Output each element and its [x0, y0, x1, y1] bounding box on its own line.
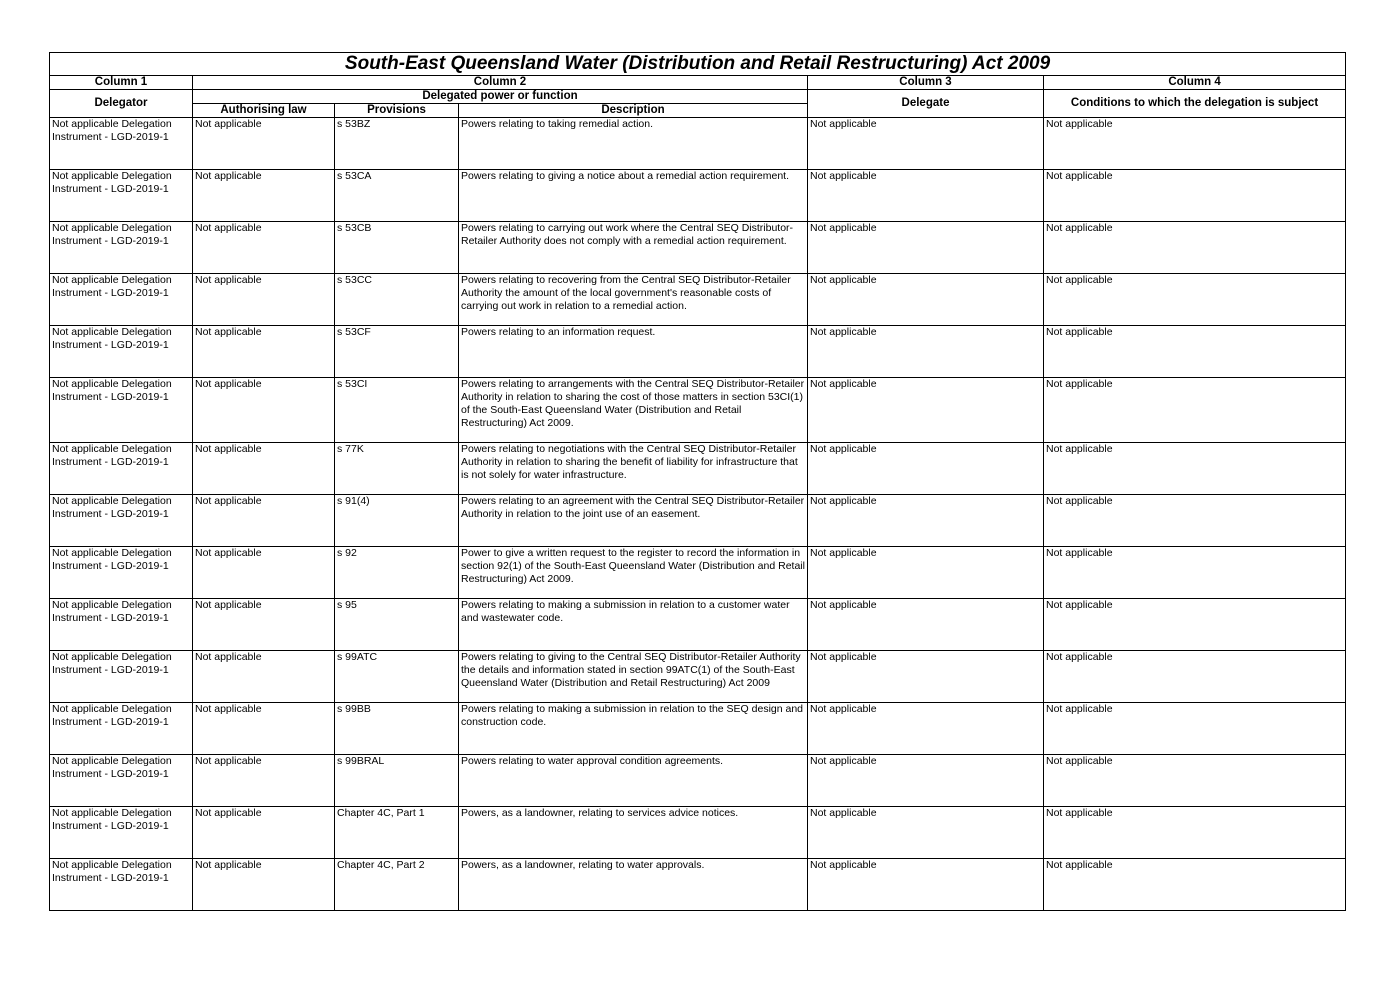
conditions-cell: Not applicable: [1044, 222, 1346, 274]
delegator-cell: Not applicable Delegation Instrument - LGD-2019-1: [50, 703, 193, 755]
table-row: [50, 755, 1346, 807]
provision-cell: s 77K: [335, 443, 459, 495]
authorising-law-cell: Not applicable: [193, 547, 335, 599]
description-cell: Powers relating to an information request.: [459, 326, 808, 378]
description-cell: Powers relating to recovering from the Central SEQ Distributor-Retailer Authority the amount of the local government's reasonable costs of carrying out work in relation to a remedial action.: [459, 274, 808, 326]
authorising-law-cell: Not applicable: [193, 118, 335, 170]
description-header: Description: [459, 104, 808, 118]
description-cell: Powers relating to making a submission in relation to a customer water and wastewater code.: [459, 599, 808, 651]
delegator-cell: Not applicable Delegation Instrument - LGD-2019-1: [50, 378, 193, 443]
table-body: [50, 118, 1346, 911]
conditions-cell: Not applicable: [1044, 118, 1346, 170]
table-row: [50, 378, 1346, 443]
authorising-law-cell: Not applicable: [193, 443, 335, 495]
delegator-cell: Not applicable Delegation Instrument - LGD-2019-1: [50, 495, 193, 547]
authorising-law-cell: Not applicable: [193, 274, 335, 326]
authorising-law-cell: Not applicable: [193, 807, 335, 859]
authorising-law-cell: Not applicable: [193, 495, 335, 547]
delegate-cell: Not applicable: [808, 378, 1044, 443]
delegate-cell: Not applicable: [808, 599, 1044, 651]
description-cell: Powers, as a landowner, relating to water approvals.: [459, 859, 808, 911]
delegate-cell: Not applicable: [808, 274, 1044, 326]
provision-cell: s 53CA: [335, 170, 459, 222]
description-cell: Powers relating to carrying out work where the Central SEQ Distributor-Retailer Authority does not comply with a remedial action requirement.: [459, 222, 808, 274]
description-cell: Powers relating to giving a notice about a remedial action requirement.: [459, 170, 808, 222]
delegator-cell: Not applicable Delegation Instrument - LGD-2019-1: [50, 222, 193, 274]
provision-cell: s 53CI: [335, 378, 459, 443]
authorising-law-cell: Not applicable: [193, 170, 335, 222]
authorising-law-header: Authorising law: [193, 104, 335, 118]
delegator-cell: Not applicable Delegation Instrument - LGD-2019-1: [50, 651, 193, 703]
delegator-cell: Not applicable Delegation Instrument - LGD-2019-1: [50, 274, 193, 326]
provision-cell: Chapter 4C, Part 1: [335, 807, 459, 859]
delegator-cell: Not applicable Delegation Instrument - LGD-2019-1: [50, 859, 193, 911]
provision-cell: s 53CF: [335, 326, 459, 378]
delegator-cell: Not applicable Delegation Instrument - LGD-2019-1: [50, 118, 193, 170]
table-row: [50, 703, 1346, 755]
conditions-cell: Not applicable: [1044, 859, 1346, 911]
delegate-cell: Not applicable: [808, 807, 1044, 859]
delegate-cell: Not applicable: [808, 703, 1044, 755]
provision-cell: s 91(4): [335, 495, 459, 547]
authorising-law-cell: Not applicable: [193, 651, 335, 703]
description-cell: Powers relating to making a submission in relation to the SEQ design and construction code.: [459, 703, 808, 755]
provision-cell: s 99ATC: [335, 651, 459, 703]
delegate-cell: Not applicable: [808, 170, 1044, 222]
conditions-cell: Not applicable: [1044, 326, 1346, 378]
delegate-cell: Not applicable: [808, 547, 1044, 599]
delegator-cell: Not applicable Delegation Instrument - LGD-2019-1: [50, 755, 193, 807]
authorising-law-cell: Not applicable: [193, 222, 335, 274]
description-cell: Powers relating to water approval condition agreements.: [459, 755, 808, 807]
table-row: [50, 807, 1346, 859]
authorising-law-cell: Not applicable: [193, 378, 335, 443]
delegated-power-header: Delegated power or function: [193, 90, 808, 104]
conditions-cell: Not applicable: [1044, 651, 1346, 703]
authorising-law-cell: Not applicable: [193, 703, 335, 755]
conditions-cell: Not applicable: [1044, 547, 1346, 599]
column-3-label: Column 3: [808, 76, 1044, 90]
provision-cell: s 92: [335, 547, 459, 599]
provision-cell: Chapter 4C, Part 2: [335, 859, 459, 911]
delegation-table: [49, 52, 1346, 911]
delegator-header: Delegator: [50, 90, 193, 118]
table-row: [50, 274, 1346, 326]
delegator-cell: Not applicable Delegation Instrument - LGD-2019-1: [50, 599, 193, 651]
authorising-law-cell: Not applicable: [193, 755, 335, 807]
conditions-cell: Not applicable: [1044, 170, 1346, 222]
table-row: [50, 170, 1346, 222]
column-1-label: Column 1: [50, 76, 193, 90]
table-row: [50, 326, 1346, 378]
table-row: [50, 547, 1346, 599]
delegate-cell: Not applicable: [808, 118, 1044, 170]
description-cell: Powers relating to giving to the Central SEQ Distributor-Retailer Authority the details and information stated in section 99ATC(1) of the South-East Queensland Water (Distribution and Retail Restructuring) Act 2009: [459, 651, 808, 703]
description-cell: Powers, as a landowner, relating to services advice notices.: [459, 807, 808, 859]
column-2-label: Column 2: [193, 76, 808, 90]
conditions-cell: Not applicable: [1044, 274, 1346, 326]
table-row: [50, 118, 1346, 170]
description-cell: Powers relating to arrangements with the Central SEQ Distributor-Retailer Authority in relation to sharing the cost of those matters in section 53CI(1) of the South-East Queensland Water (Distribution and Retail Restructuring) Act 2009.: [459, 378, 808, 443]
delegate-cell: Not applicable: [808, 755, 1044, 807]
column-4-label: Column 4: [1044, 76, 1346, 90]
conditions-header: Conditions to which the delegation is subject: [1044, 90, 1346, 118]
table-row: [50, 859, 1346, 911]
delegator-cell: Not applicable Delegation Instrument - LGD-2019-1: [50, 547, 193, 599]
table-row: [50, 443, 1346, 495]
delegate-cell: Not applicable: [808, 859, 1044, 911]
provisions-header: Provisions: [335, 104, 459, 118]
conditions-cell: Not applicable: [1044, 443, 1346, 495]
provision-cell: s 95: [335, 599, 459, 651]
authorising-law-cell: Not applicable: [193, 599, 335, 651]
delegate-cell: Not applicable: [808, 651, 1044, 703]
delegator-cell: Not applicable Delegation Instrument - LGD-2019-1: [50, 807, 193, 859]
table-row: [50, 495, 1346, 547]
delegate-header: Delegate: [808, 90, 1044, 118]
delegate-cell: Not applicable: [808, 495, 1044, 547]
table-row: [50, 599, 1346, 651]
table-row: [50, 651, 1346, 703]
description-cell: Powers relating to an agreement with the Central SEQ Distributor-Retailer Authority in relation to the joint use of an easement.: [459, 495, 808, 547]
provision-cell: s 99BB: [335, 703, 459, 755]
provision-cell: s 53CC: [335, 274, 459, 326]
delegate-cell: Not applicable: [808, 443, 1044, 495]
provision-cell: s 99BRAL: [335, 755, 459, 807]
delegator-cell: Not applicable Delegation Instrument - LGD-2019-1: [50, 443, 193, 495]
description-cell: Powers relating to taking remedial action.: [459, 118, 808, 170]
conditions-cell: Not applicable: [1044, 599, 1346, 651]
provision-cell: s 53BZ: [335, 118, 459, 170]
description-cell: Power to give a written request to the register to record the information in section 92(1) of the South-East Queensland Water (Distribution and Retail Restructuring) Act 2009.: [459, 547, 808, 599]
delegate-cell: Not applicable: [808, 326, 1044, 378]
table-title: South-East Queensland Water (Distribution and Retail Restructuring) Act 2009: [50, 53, 1346, 76]
delegator-cell: Not applicable Delegation Instrument - LGD-2019-1: [50, 170, 193, 222]
delegator-cell: Not applicable Delegation Instrument - LGD-2019-1: [50, 326, 193, 378]
table-row: [50, 222, 1346, 274]
description-cell: Powers relating to negotiations with the Central SEQ Distributor-Retailer Authority in relation to sharing the benefit of liability for infrastructure that is not solely for water infrastructure.: [459, 443, 808, 495]
provision-cell: s 53CB: [335, 222, 459, 274]
conditions-cell: Not applicable: [1044, 807, 1346, 859]
conditions-cell: Not applicable: [1044, 703, 1346, 755]
conditions-cell: Not applicable: [1044, 495, 1346, 547]
conditions-cell: Not applicable: [1044, 378, 1346, 443]
conditions-cell: Not applicable: [1044, 755, 1346, 807]
authorising-law-cell: Not applicable: [193, 326, 335, 378]
authorising-law-cell: Not applicable: [193, 859, 335, 911]
delegate-cell: Not applicable: [808, 222, 1044, 274]
